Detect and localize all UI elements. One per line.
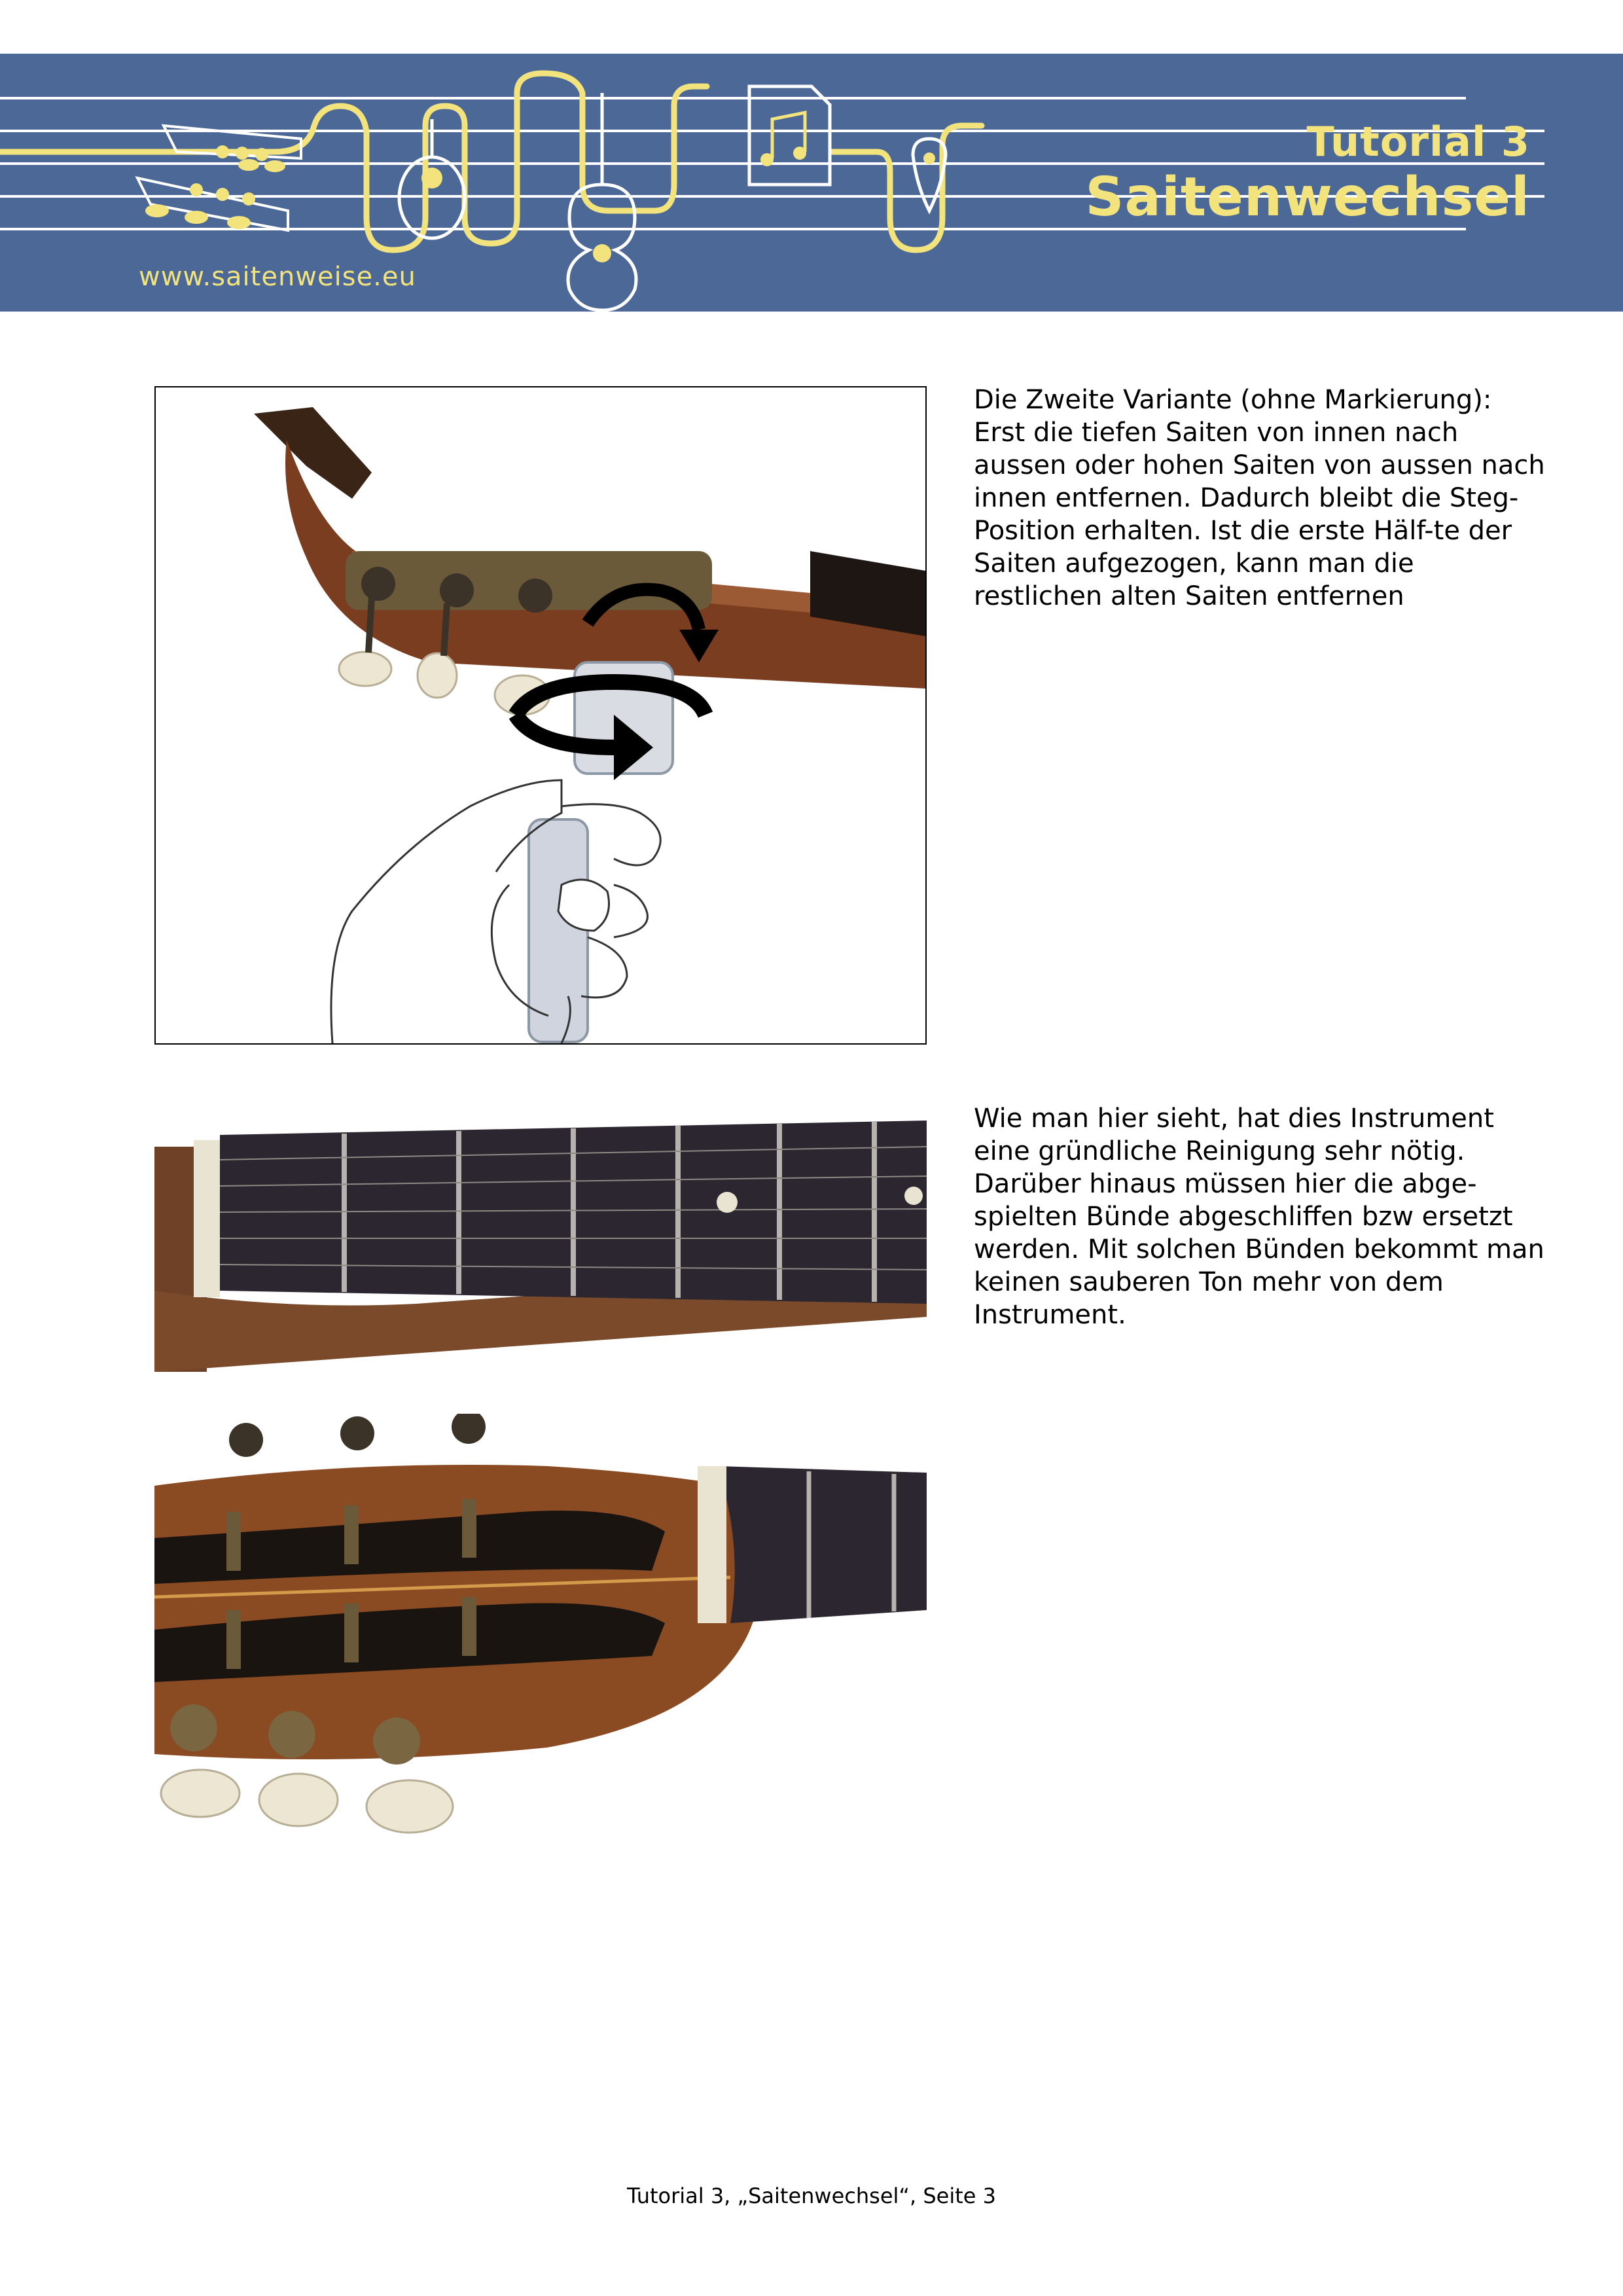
website-link[interactable]: www.saitenweise.eu (139, 262, 416, 292)
page-footer: Tutorial 3, „Saitenwechsel“, Seite 3 (627, 2183, 996, 2208)
guitar-icon (568, 93, 636, 310)
header-banner (0, 54, 1623, 312)
headstock-winder-photo (154, 386, 927, 1045)
sheet-music-icon (749, 86, 830, 185)
mandolin-icon (399, 119, 465, 238)
tutorial-label: Tutorial 3 (1306, 118, 1530, 166)
guitar-headstock-icon (137, 126, 301, 230)
section-1-text: Die Zweite Variante (ohne Markierung): Erst die tiefen Saiten von innen nach aussen oder hohen Saiten von aussen nach innen entfernen. Dadurch bleibt die Steg-Position erhalten. Ist die erste Hälf-te der Saiten aufgezogen, kann man die restlichen alten Saiten entfernen (974, 385, 1545, 611)
slotted-headstock-photo (154, 1414, 927, 1837)
section-2-text: Wie man hier sieht, hat dies Instrument eine gründliche Reinigung sehr nötig. Darüber hinaus müssen hier die abge-spielten Bünde abgeschliffen bzw ersetzt werden. Mit solchen Bünden bekommt man keinen sauberen Ton mehr von dem Instrument. (974, 1103, 1544, 1330)
page-title: Saitenwechsel (1085, 166, 1530, 228)
fretboard-photo (154, 1121, 927, 1372)
